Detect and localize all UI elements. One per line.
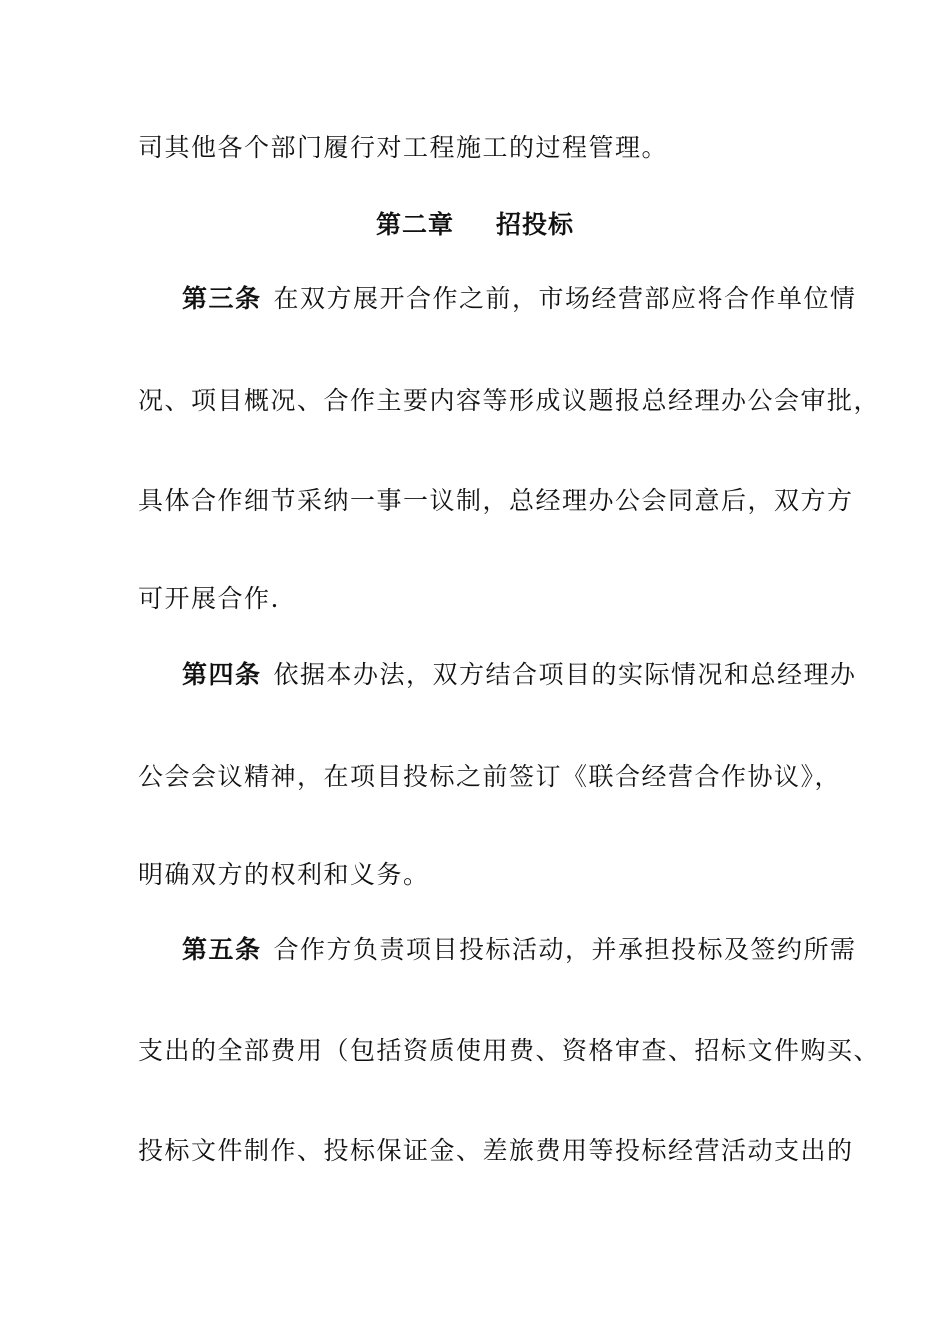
article-four-label: 第四条 [182,660,262,689]
paragraph-line: 公会会议精神，在项目投标之前签订《联合经营合作协议》， [138,762,842,791]
paragraph-line: 司其他各个部门履行对工程施工的过程管理。 [138,133,669,162]
article-three-first-line [182,284,858,314]
chapter-number: 第二章 [375,210,454,239]
article-four-text: 依据本办法，双方结合项目的实际情况和总经理办 [273,660,857,689]
paragraph-line: 明确双方的权利和义务。 [138,860,430,889]
paragraph-line: 支出的全部费用（包括资质使用费、资格审查、招标文件购买、 [138,1036,881,1065]
chapter-title: 招投标 [496,210,575,239]
paragraph-line: 况、项目概况、合作主要内容等形成议题报总经理办公会审批， [138,386,881,415]
article-five-label: 第五条 [182,935,262,964]
article-five-first-line [182,935,858,965]
article-five-text: 合作方负责项目投标活动，并承担投标及签约所需 [273,935,857,964]
article-three-text: 在双方展开合作之前，市场经营部应将合作单位情 [273,284,857,313]
article-three-label: 第三条 [182,284,262,313]
paragraph-line: 投标文件制作、投标保证金、差旅费用等投标经营活动支出的 [138,1136,854,1165]
article-four-first-line [182,660,858,690]
chapter-heading [0,210,950,240]
paragraph-line: 可开展合作. [138,584,280,613]
paragraph-line: 具体合作细节采纳一事一议制，总经理办公会同意后，双方方 [138,486,854,515]
